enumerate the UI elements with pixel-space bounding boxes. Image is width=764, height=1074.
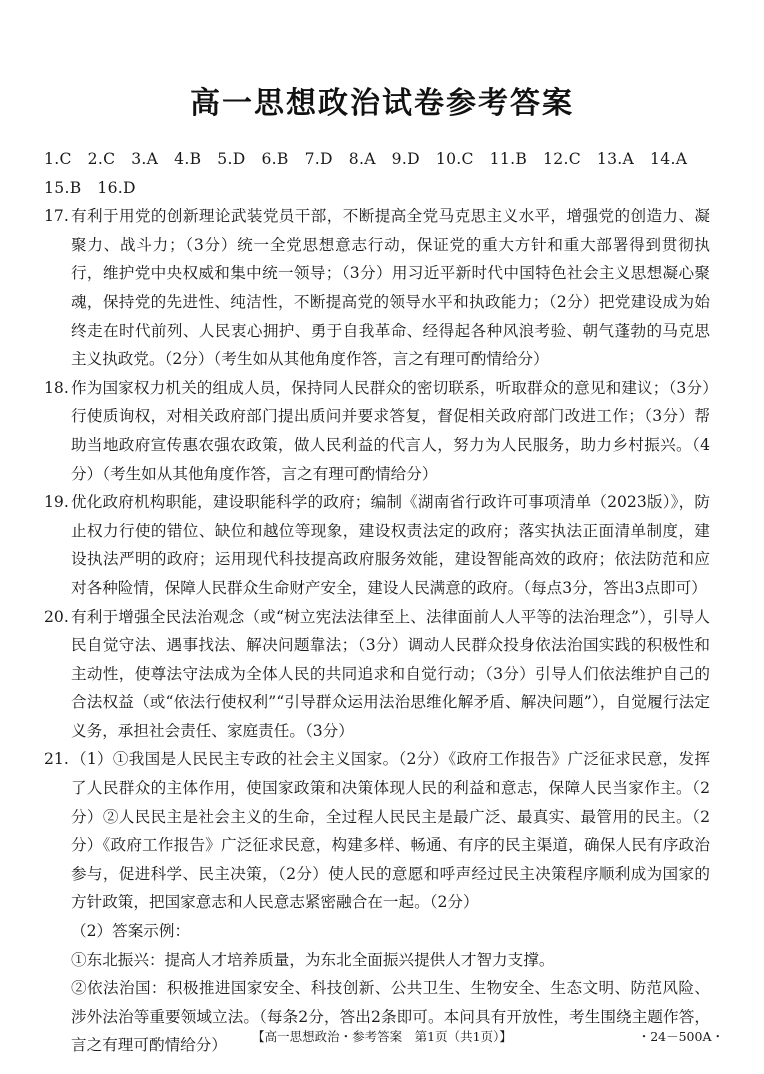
answer-text: 有利于增强全民法治观念（或“树立宪法法律至上、法律面前人人平等的法治理念”），引导人民自觉守法、遇事找法、解决问题靠法；（3分）调动人民群众投身依法治国实践的积极性和主动性，使尊法守法成为全体人民的共同追求和自觉行动；（3分）引导人们依法维护自己的合法权益（或“依法行使权利”“引导群众运用法治思维化解矛盾、解决问题”），自觉履行法定义务，承担社会责任、家庭责任。（3分）	[71, 607, 710, 740]
question-number: 18.	[44, 378, 69, 397]
question-number: 17.	[44, 207, 69, 226]
answer-17	[44, 202, 710, 374]
multiple-choice-answers-line2: 15.B 16.D	[44, 178, 136, 197]
answer-21	[44, 745, 710, 917]
page-footer	[0, 1027, 764, 1047]
answer-21-example-b: ②依法治国：积极推进国家安全、科技创新、公共卫生、生物安全、生态文明、防范风险、涉外法治等重要领域立法。（每条2分，答出2条即可。本问具有开放性，考生围绕主题作答，言之有理可酌情给分）	[71, 979, 710, 1055]
answer-text: 优化政府机构职能，建设职能科学的政府；编制《湖南省行政许可事项清单（2023版）》，防止权力行使的错位、缺位和越位等现象，建设权责法定的政府；落实执法正面清单制度，建设执法严明的政府；运用现代科技提高政府服务效能，建设智能高效的政府；依法防范和应对各种险情，保障人民群众生命财产安全，建设人民满意的政府。（每点3分，答出3点即可）	[71, 493, 710, 597]
answer-18	[44, 374, 710, 488]
answer-text-part1: （1）①我国是人民民主专政的社会主义国家。（2分）《政府工作报告》广泛征求民意，发挥了人民群众的主体作用，使国家政策和决策体现人民的利益和意志，保障人民当家作主。（2分）②人民民主是社会主义的生命，全过程人民民主是最广泛、最真实、最管用的民主。（2分）《政府工作报告》广泛征求民意，构建多样、畅通、有序的民主渠道，确保人民有序政治参与，促进科学、民主决策，（2分）使人民的意愿和呼声经过民主决策程序顺利成为国家的方针政策，把国家意志和人民意志紧密融合在一起。（2分）	[71, 750, 710, 912]
answer-20	[44, 603, 710, 746]
question-number: 19.	[44, 493, 69, 512]
answer-21-part2-heading: （2）答案示例：	[71, 922, 191, 941]
footer-code: ・24－500A・	[637, 1029, 724, 1044]
multiple-choice-answers-line1: 1.C 2.C 3.A 4.B 5.D 6.B 7.D 8.A 9.D 10.C 11.B 12.C 13.A 14.A	[44, 150, 688, 168]
question-number: 20.	[44, 607, 69, 626]
answer-21-example-a: ①东北振兴：提高人才培养质量，为东北全面振兴提供人才智力支撑。	[71, 950, 555, 969]
page-title: 高一思想政治试卷参考答案	[190, 86, 574, 121]
answer-text: 作为国家权力机关的组成人员，保持同人民群众的密切联系，听取群众的意见和建议；（3分）行使质询权，对相关政府部门提出质问并要求答复，督促相关政府部门改进工作；（3分）帮助当地政府宣传惠农强农政策，做人民利益的代言人，努力为人民服务，助力乡村振兴。（4分）（考生如从其他角度作答，言之有理可酌情给分）	[71, 378, 710, 483]
question-number: 21.	[44, 750, 69, 769]
answer-content	[44, 145, 710, 1060]
footer-page-info: 【高一思想政治・参考答案 第1页（共1页）】	[252, 1029, 512, 1044]
answer-text: 有利于用党的创新理论武装党员干部，不断提高全党马克思主义水平，增强党的创造力、凝聚力、战斗力；（3分）统一全党思想意志行动，保证党的重大方针和重大部署得到贯彻执行，维护党中央权威和集中统一领导；（3分）用习近平新时代中国特色社会主义思想凝心聚魂，保持党的先进性、纯洁性，不断提高党的领导水平和执政能力；（2分）把党建设成为始终走在时代前列、人民衷心拥护、勇于自我革命、经得起各种风浪考验、朝气蓬勃的马克思主义执政党。（2分）（考生如从其他角度作答，言之有理可酌情给分）	[71, 207, 710, 369]
answer-19	[44, 488, 710, 602]
